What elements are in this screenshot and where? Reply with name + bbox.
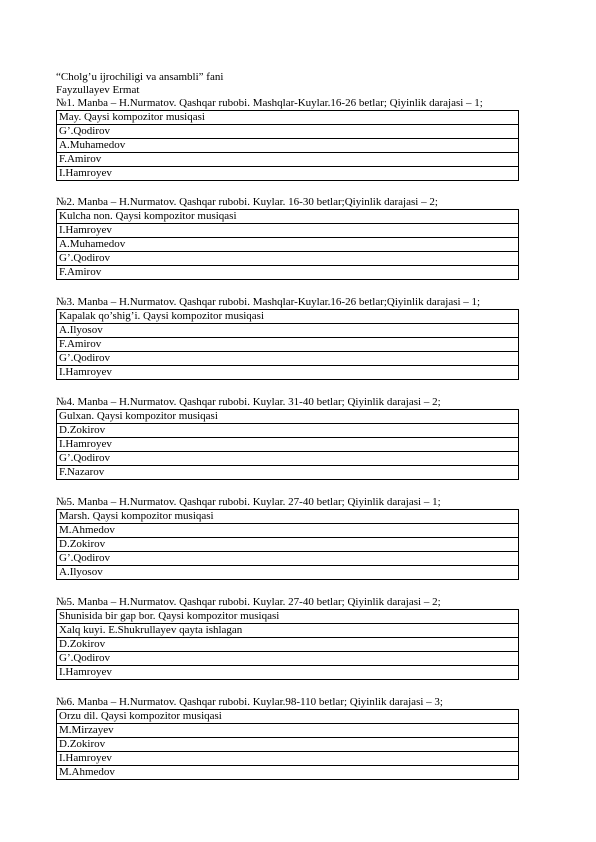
answer-table	[56, 309, 519, 380]
answer-option: A.Ilyosov	[57, 566, 519, 580]
question-block-4	[56, 396, 519, 480]
question-text: Gulxan. Qaysi kompozitor musiqasi	[57, 410, 519, 424]
answer-option: D.Zokirov	[57, 424, 519, 438]
answer-option: M.Ahmedov	[57, 524, 519, 538]
answer-table	[56, 110, 519, 181]
question-block-7	[56, 696, 519, 780]
question-block-3	[56, 296, 519, 380]
question-title: №4. Manba – H.Nurmatov. Qashqar rubobi. Kuylar. 31-40 betlar; Qiyinlik darajasi – 2;	[56, 396, 441, 408]
question-title: №6. Manba – H.Nurmatov. Qashqar rubobi. Kuylar.98-110 betlar; Qiyinlik darajasi – 3;	[56, 696, 443, 708]
answer-option: I.Hamroyev	[57, 366, 519, 380]
answer-option: I.Hamroyev	[57, 752, 519, 766]
question-title: №1. Manba – H.Nurmatov. Qashqar rubobi. Mashqlar-Kuylar.16-26 betlar; Qiyinlik darajasi – 1;	[56, 97, 483, 109]
answer-option: I.Hamroyev	[57, 666, 519, 680]
answer-option: M.Mirzayev	[57, 724, 519, 738]
question-text: May. Qaysi kompozitor musiqasi	[57, 111, 519, 125]
answer-table	[56, 709, 519, 780]
question-block-2	[56, 196, 519, 280]
question-title: №2. Manba – H.Nurmatov. Qashqar rubobi. Kuylar. 16-30 betlar;Qiyinlik darajasi – 2;	[56, 196, 438, 208]
question-title: №5. Manba – H.Nurmatov. Qashqar rubobi. Kuylar. 27-40 betlar; Qiyinlik darajasi – 2;	[56, 596, 441, 608]
author-name: Fayzullayev Ermat	[56, 84, 140, 96]
answer-option: G’.Qodirov	[57, 352, 519, 366]
answer-option: F.Amirov	[57, 266, 519, 280]
answer-option: G’.Qodirov	[57, 552, 519, 566]
question-text: Kulcha non. Qaysi kompozitor musiqasi	[57, 210, 519, 224]
answer-option: F.Amirov	[57, 338, 519, 352]
answer-table	[56, 509, 519, 580]
answer-option: G’.Qodirov	[57, 252, 519, 266]
subject-title: “Cholg’u ijrochiligi va ansambli” fani	[56, 71, 224, 83]
answer-option: I.Hamroyev	[57, 438, 519, 452]
answer-option: F.Nazarov	[57, 466, 519, 480]
question-block-6	[56, 596, 519, 680]
answer-option: Xalq kuyi. E.Shukrullayev qayta ishlagan	[57, 624, 519, 638]
question-text: Kapalak qo’shig’i. Qaysi kompozitor musiqasi	[57, 310, 519, 324]
answer-option: D.Zokirov	[57, 538, 519, 552]
answer-option: A.Muhamedov	[57, 238, 519, 252]
question-text: Shunisida bir gap bor. Qaysi kompozitor musiqasi	[57, 610, 519, 624]
answer-table	[56, 209, 519, 280]
answer-option: M.Ahmedov	[57, 766, 519, 780]
question-text: Orzu dil. Qaysi kompozitor musiqasi	[57, 710, 519, 724]
question-title: №5. Manba – H.Nurmatov. Qashqar rubobi. Kuylar. 27-40 betlar; Qiyinlik darajasi – 1;	[56, 496, 441, 508]
answer-option: D.Zokirov	[57, 738, 519, 752]
answer-option: I.Hamroyev	[57, 224, 519, 238]
answer-option: I.Hamroyev	[57, 167, 519, 181]
answer-table	[56, 409, 519, 480]
answer-option: G’.Qodirov	[57, 452, 519, 466]
answer-option: G’.Qodirov	[57, 125, 519, 139]
answer-option: A.Ilyosov	[57, 324, 519, 338]
question-block-5	[56, 496, 519, 580]
question-text: Marsh. Qaysi kompozitor musiqasi	[57, 510, 519, 524]
answer-option: F.Amirov	[57, 153, 519, 167]
answer-option: D.Zokirov	[57, 638, 519, 652]
question-block-1	[56, 97, 519, 181]
answer-table	[56, 609, 519, 680]
answer-option: G’.Qodirov	[57, 652, 519, 666]
answer-option: A.Muhamedov	[57, 139, 519, 153]
question-title: №3. Manba – H.Nurmatov. Qashqar rubobi. Mashqlar-Kuylar.16-26 betlar;Qiyinlik darajasi – 1;	[56, 296, 481, 308]
